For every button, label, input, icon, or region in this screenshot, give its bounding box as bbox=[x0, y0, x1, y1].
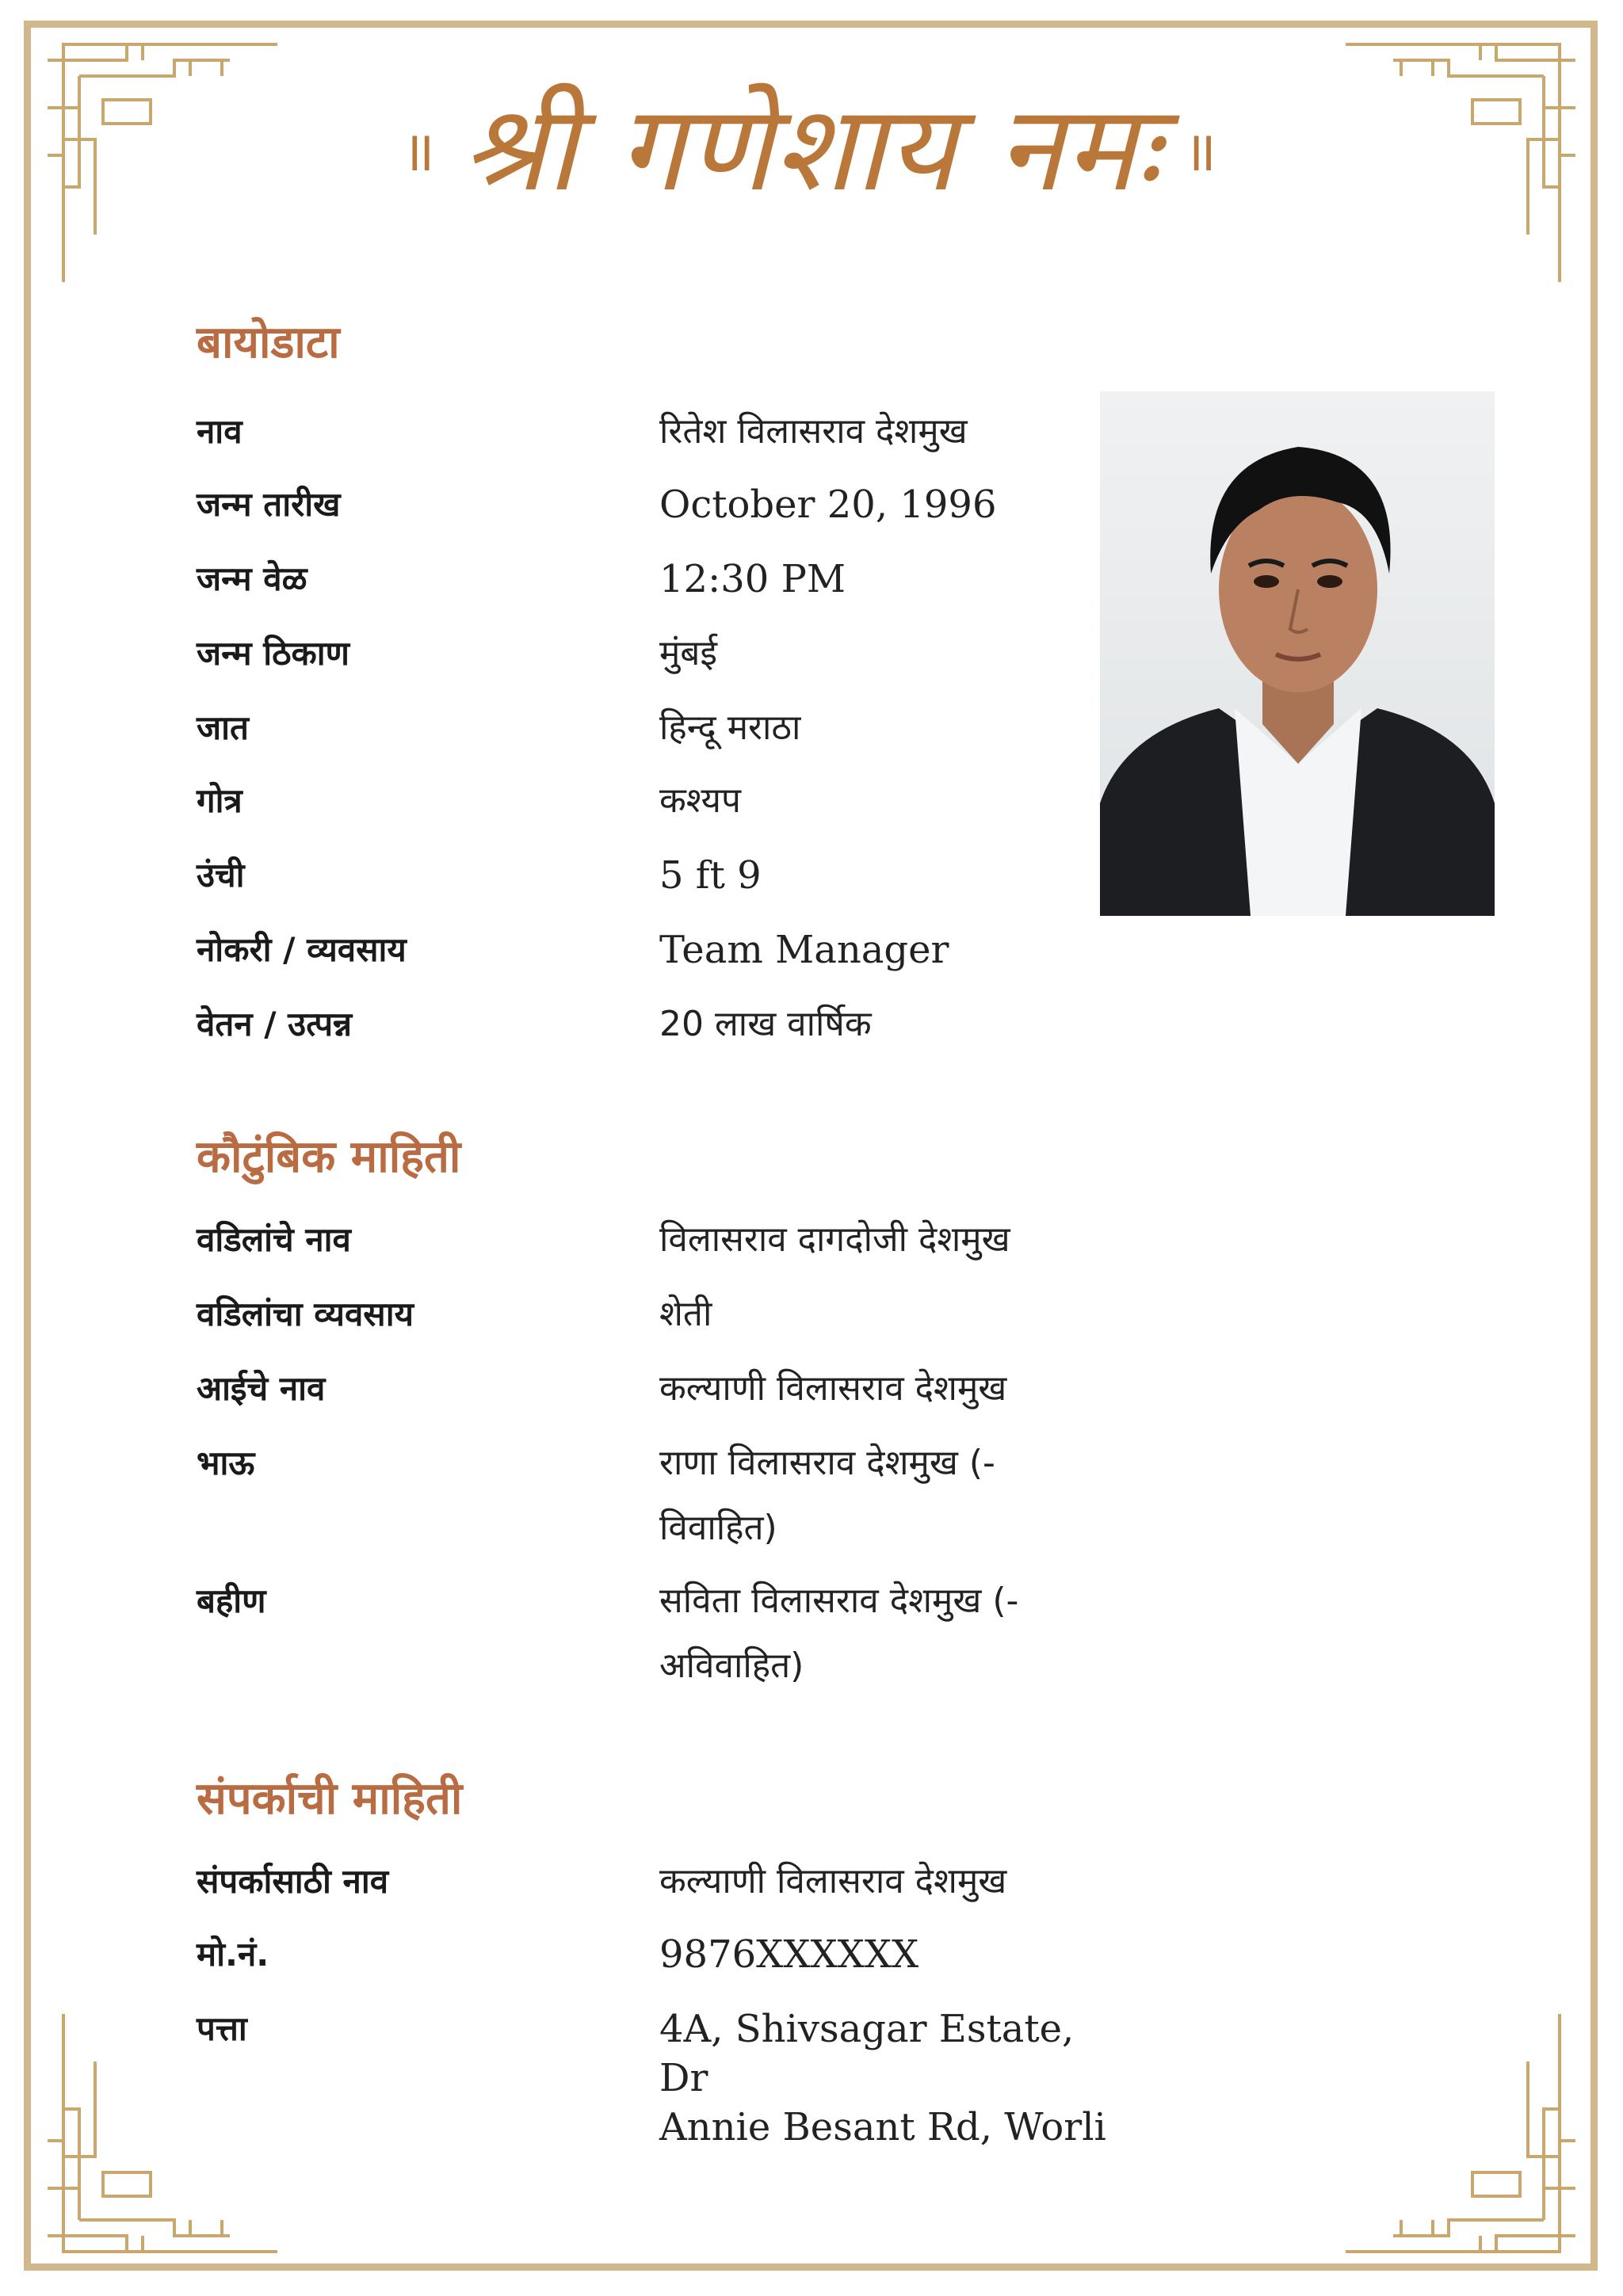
contact-row-mobile bbox=[197, 1922, 1108, 1987]
field-value-line-2: विवाहित) bbox=[659, 1508, 777, 1548]
bio-row-birth-date bbox=[197, 472, 1108, 537]
section-title-family: कौटुंबिक माहिती bbox=[197, 1131, 461, 1183]
field-label: गोत्र bbox=[197, 781, 242, 820]
family-row-father-occupation bbox=[197, 1282, 1108, 1347]
contact-row-name bbox=[197, 1849, 1108, 1914]
section-title-contact: संपर्काची माहिती bbox=[197, 1773, 463, 1825]
field-label: जन्म तारीख bbox=[197, 485, 341, 524]
field-value: Team Manager bbox=[659, 928, 949, 972]
field-value: कल्याणी विलासराव देशमुख bbox=[659, 1368, 1007, 1409]
field-value: विलासराव दागदोजी देशमुख bbox=[659, 1219, 1010, 1260]
field-value-multiline bbox=[659, 1431, 1108, 1561]
field-label: वेतन / उत्पन्न bbox=[197, 1005, 353, 1043]
field-value-line-1: सविता विलासराव देशमुख (- bbox=[659, 1581, 1019, 1621]
ornament-bars-right: ॥ bbox=[1183, 119, 1222, 184]
field-label: आईचे नाव bbox=[197, 1369, 326, 1408]
bio-row-gotra bbox=[197, 769, 1108, 833]
corner-ornament-bottom-right bbox=[1330, 2006, 1591, 2267]
field-value-line-1: 4A, Shivsagar Estate, Dr bbox=[659, 2007, 1075, 2100]
field-value: 5 ft 9 bbox=[659, 853, 762, 898]
field-label: भाऊ bbox=[197, 1444, 255, 1482]
field-value-line-2: अविवाहित) bbox=[659, 1646, 804, 1686]
field-label: नाव bbox=[197, 412, 242, 451]
field-value: 20 लाख वार्षिक bbox=[659, 1004, 872, 1044]
bio-row-income bbox=[197, 992, 1108, 1057]
field-label: जन्म ठिकाण bbox=[197, 634, 350, 673]
section-title-biodata: बायोडाटा bbox=[197, 317, 340, 368]
field-label: बहीण bbox=[197, 1581, 266, 1620]
field-value: October 20, 1996 bbox=[659, 482, 997, 527]
field-value-line-1: राणा विलासराव देशमुख (- bbox=[659, 1443, 995, 1483]
field-label: नोकरी / व्यवसाय bbox=[197, 930, 407, 969]
field-label: जात bbox=[197, 708, 249, 747]
bio-row-occupation bbox=[197, 917, 1108, 982]
field-value: हिन्दू मराठा bbox=[659, 707, 801, 748]
profile-photo bbox=[1100, 391, 1495, 916]
field-label: वडिलांचा व्यवसाय bbox=[197, 1295, 414, 1333]
field-label: मो.नं. bbox=[197, 1935, 269, 1974]
family-row-mother-name bbox=[197, 1356, 1108, 1421]
contact-row-address bbox=[197, 1997, 1108, 2152]
bio-row-caste bbox=[197, 696, 1108, 761]
field-value-multiline bbox=[659, 1569, 1108, 1699]
field-value-line-2: Annie Besant Rd, Worli bbox=[659, 2105, 1106, 2149]
field-label: पत्ता bbox=[197, 2009, 247, 2048]
field-value: 9876XXXXXX bbox=[659, 1932, 919, 1977]
field-value: 12:30 PM bbox=[659, 557, 846, 601]
field-label: जन्म वेळ bbox=[197, 559, 307, 598]
family-row-brother bbox=[197, 1431, 1108, 1561]
field-value: कश्यप bbox=[659, 780, 742, 821]
ornament-bars-left: ॥ bbox=[401, 119, 440, 184]
family-row-sister bbox=[197, 1569, 1108, 1699]
family-row-father-name bbox=[197, 1207, 1108, 1272]
field-value: कल्याणी विलासराव देशमुख bbox=[659, 1861, 1007, 1901]
field-label: संपर्कासाठी नाव bbox=[197, 1862, 389, 1901]
field-value: मुंबई bbox=[659, 633, 718, 673]
field-value: रितेश विलासराव देशमुख bbox=[659, 411, 968, 452]
field-value-multiline bbox=[659, 1997, 1108, 2152]
bio-row-birth-time bbox=[197, 547, 1108, 612]
field-label: वडिलांचे नाव bbox=[197, 1220, 351, 1259]
field-value: शेती bbox=[659, 1294, 712, 1334]
invocation-title: श्री गणेशाय नमः bbox=[461, 80, 1162, 218]
field-label: उंची bbox=[197, 856, 245, 894]
bio-row-height bbox=[197, 843, 1108, 908]
invocation-header bbox=[0, 46, 1623, 252]
bio-row-birth-place bbox=[197, 621, 1108, 686]
bio-row-name bbox=[197, 399, 1108, 464]
